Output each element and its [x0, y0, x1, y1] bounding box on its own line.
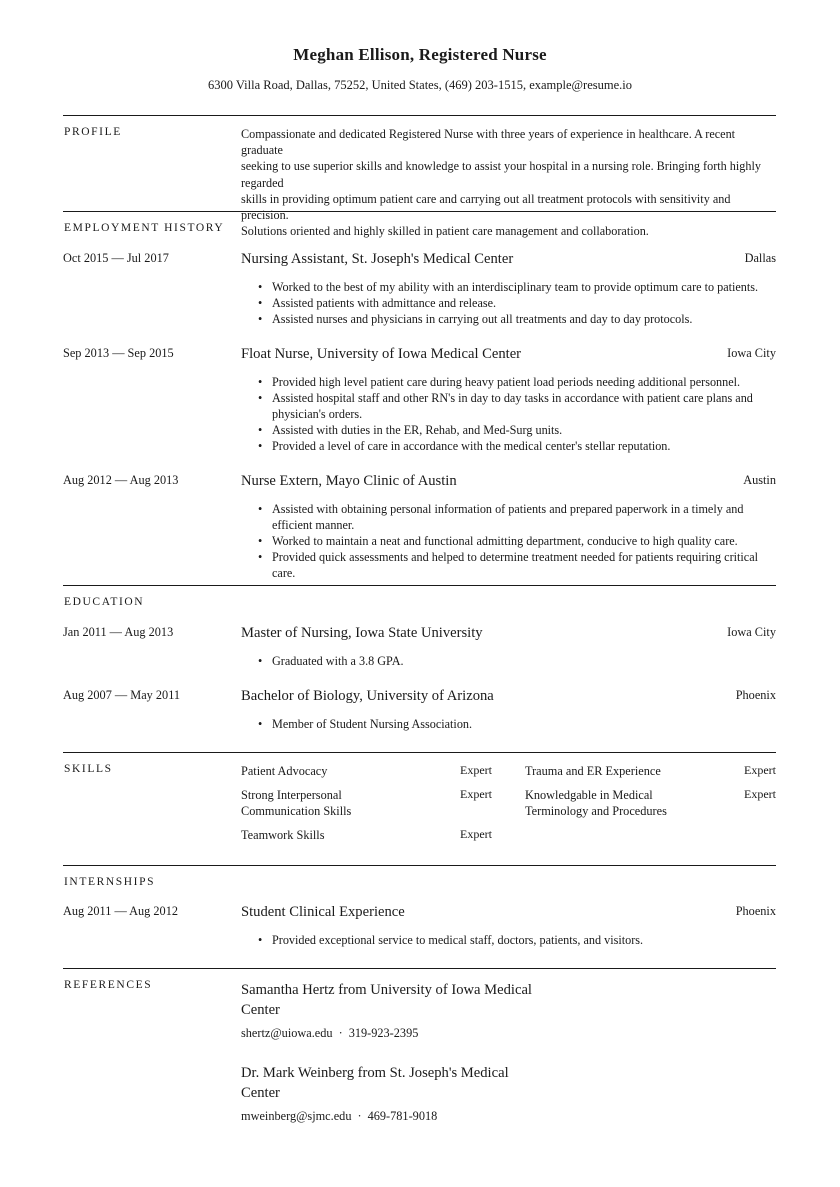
bullet-item: • Assisted with obtaining personal information of patients and prepared paperwork in a timely and efficient manner. — [241, 501, 777, 533]
bullet-item: • Worked to the best of my ability with an interdisciplinary team to provide optimum care to patients. — [241, 279, 777, 295]
bullet-item: • Provided exceptional service to medical staff, doctors, patients, and visitors. — [241, 932, 777, 948]
bullet-item: • Provided high level patient care during heavy patient load periods needing additional personnel. — [241, 374, 777, 390]
contact-separator: · — [338, 1026, 343, 1040]
bullet-item: • Graduated with a 3.8 GPA. — [241, 653, 777, 669]
job-dates: Oct 2015 — Jul 2017 — [63, 251, 169, 265]
job-bullets — [241, 279, 777, 327]
job-city: Austin — [743, 473, 776, 487]
skill-level: Expert — [460, 827, 492, 841]
education-dates: Jan 2011 — Aug 2013 — [63, 625, 174, 639]
profile-line: Compassionate and dedicated Registered Nurse with three years of experience in healthcare. A recent graduate — [241, 127, 736, 158]
reference-email[interactable]: shertz@uiowa.edu — [241, 1026, 333, 1040]
candidate-name: Meghan Ellison, Registered Nurse — [293, 45, 547, 64]
bullet-item: • Assisted with duties in the ER, Rehab, and Med-Surg units. — [241, 422, 777, 438]
job-title: Nurse Extern, Mayo Clinic of Austin — [241, 473, 457, 489]
job-title: Nursing Assistant, St. Joseph's Medical Center — [241, 251, 514, 267]
job-dates: Aug 2012 — Aug 2013 — [63, 473, 179, 487]
education-title: Master of Nursing, Iowa State University — [241, 625, 483, 641]
bullet-item: • Member of Student Nursing Association. — [241, 716, 777, 732]
section-divider — [63, 211, 776, 212]
job-city: Iowa City — [727, 346, 776, 360]
reference-name: Dr. Mark Weinberg from St. Joseph's Medical Center — [241, 1065, 509, 1101]
section-title-education: EDUCATION — [64, 596, 145, 608]
skill-name: Trauma and ER Experience — [525, 764, 661, 778]
internship-title: Student Clinical Experience — [241, 904, 405, 920]
reference-phone[interactable]: 469-781-9018 — [367, 1109, 438, 1123]
skill-level: Expert — [744, 787, 776, 801]
internship-dates: Aug 2011 — Aug 2012 — [63, 904, 179, 918]
section-divider — [63, 865, 776, 866]
reference-contact — [241, 1026, 418, 1041]
internship-city: Phoenix — [735, 904, 776, 918]
skill-name: Strong Interpersonal Communication Skills — [241, 788, 352, 818]
education-dates: Aug 2007 — May 2011 — [63, 688, 181, 702]
reference-contact — [241, 1109, 437, 1124]
reference-email[interactable]: mweinberg@sjmc.edu — [241, 1109, 352, 1123]
bullet-item: • Assisted patients with admittance and release. — [241, 295, 777, 311]
bullet-item: • Provided a level of care in accordance with the medical center's stellar reputation. — [241, 438, 777, 454]
section-divider — [63, 968, 776, 969]
skill-level: Expert — [460, 763, 492, 777]
job-title: Float Nurse, University of Iowa Medical Center — [241, 346, 522, 362]
profile-line: skills in providing optimum patient care and carrying out all treatment protocols with sensitivity and precision. — [241, 191, 731, 223]
education-title: Bachelor of Biology, University of Arizona — [241, 688, 494, 704]
education-city: Phoenix — [735, 688, 776, 702]
education-city: Iowa City — [727, 625, 776, 639]
internship-bullets — [241, 932, 777, 948]
skill-level: Expert — [460, 787, 492, 801]
job-bullets — [241, 374, 777, 454]
section-title-skills: SKILLS — [64, 763, 113, 775]
section-divider — [63, 585, 776, 586]
education-bullets — [241, 653, 777, 669]
profile-line: Solutions oriented and highly skilled in patient care management and collaboration. — [241, 224, 649, 239]
section-title-references: REFERENCES — [64, 979, 153, 991]
contact-separator: · — [357, 1109, 362, 1123]
education-bullets — [241, 716, 777, 732]
skill-level: Expert — [744, 763, 776, 777]
section-title-employment: EMPLOYMENT HISTORY — [64, 222, 225, 234]
profile-line: seeking to use superior skills and knowledge to assist your hospital in a nursing role. Bringing forth highly regarded — [241, 159, 761, 190]
skill-name: Teamwork Skills — [241, 828, 325, 842]
section-title-internships: INTERNSHIPS — [64, 876, 156, 888]
bullet-item: • Worked to maintain a neat and functional admitting department, conducive to high quality care. — [241, 533, 777, 549]
job-dates: Sep 2013 — Sep 2015 — [63, 346, 174, 360]
section-title-profile: PROFILE — [64, 126, 122, 138]
job-bullets — [241, 501, 777, 581]
skill-name: Knowledgable in Medical Terminology and Procedures — [525, 788, 667, 818]
bullet-item: • Assisted nurses and physicians in carrying out all treatments and day to day protocols. — [241, 311, 777, 327]
job-city: Dallas — [744, 251, 776, 265]
bullet-item: • Provided quick assessments and helped to determine treatment needed for patients requiring critical care. — [241, 549, 777, 581]
bullet-item: • Assisted hospital staff and other RN's in day to day tasks in accordance with patient care plans and physician's orders. — [241, 390, 777, 422]
skill-name: Patient Advocacy — [241, 764, 328, 778]
section-divider — [63, 115, 776, 116]
section-divider — [63, 752, 776, 753]
reference-name: Samantha Hertz from University of Iowa Medical Center — [241, 982, 532, 1018]
reference-phone[interactable]: 319-923-2395 — [348, 1026, 419, 1040]
contact-line: 6300 Villa Road, Dallas, 75252, United States, (469) 203-1515, example@resume.io — [208, 78, 632, 92]
profile-summary — [241, 126, 777, 239]
